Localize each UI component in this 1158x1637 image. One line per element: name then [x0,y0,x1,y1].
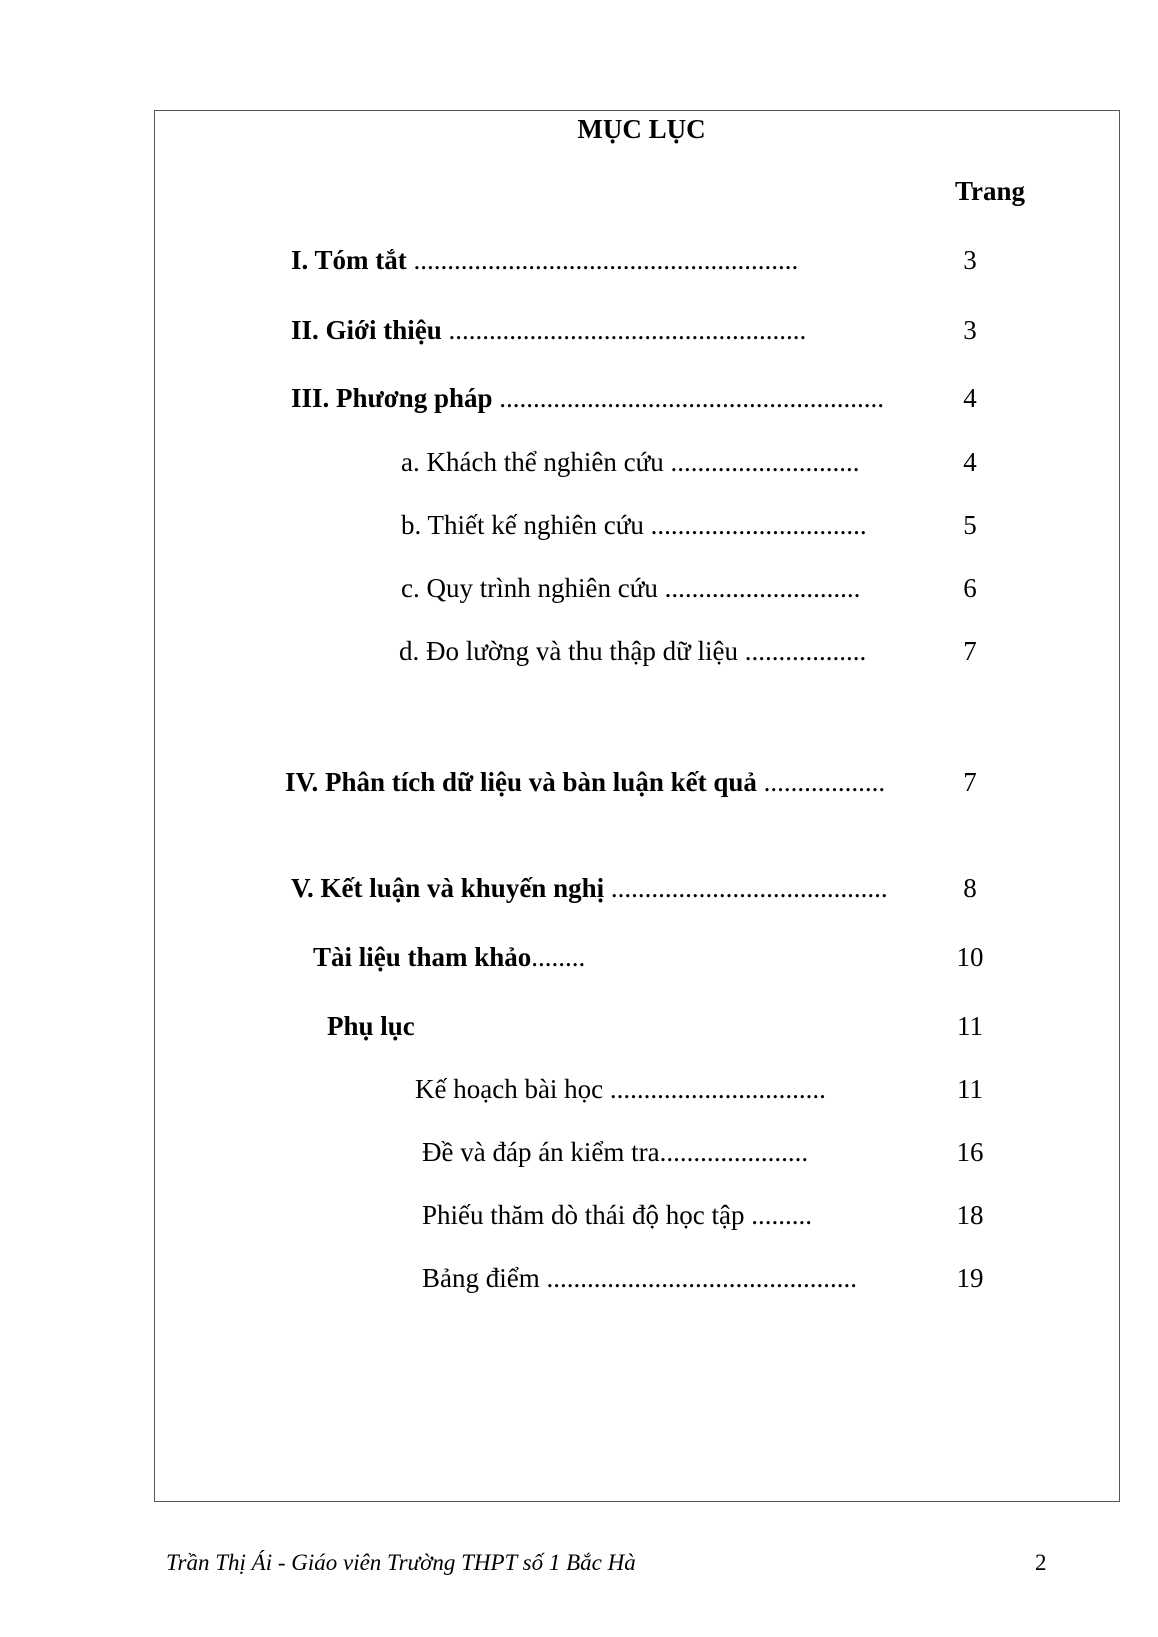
toc-entry-procedure[interactable] [401,571,860,605]
toc-entry-label: V. Kết luận và khuyến nghị [291,873,605,903]
toc-entry-analysis[interactable] [285,765,885,799]
toc-entry-conclusion[interactable] [291,871,888,905]
toc-entry-page: 11 [957,1074,983,1104]
toc-entry-label: I. Tóm tắt [291,245,407,275]
toc-entry-label: Bảng điểm [422,1263,540,1293]
toc-entry-page: 3 [963,315,977,345]
toc-entry-summary[interactable] [291,243,798,277]
toc-entry-design[interactable] [401,508,867,542]
toc-entry-page: 4 [963,383,977,413]
footer-author: Trần Thị Ái - Giáo viên Trường THPT số 1 Bắc Hà [166,1550,636,1575]
toc-entry-measurement[interactable] [399,634,866,668]
toc-entry-leader: .................. [738,636,867,666]
toc-entry-label: c. Quy trình nghiên cứu [401,573,658,603]
toc-entry-label: b. Thiết kế nghiên cứu [401,510,644,540]
toc-entry-page: 4 [963,447,977,477]
toc-entry-page: 6 [963,573,977,603]
toc-entry-label: III. Phương pháp [291,383,493,413]
toc-entry-attitude-survey[interactable] [422,1198,812,1232]
toc-entry-method[interactable] [291,381,884,415]
toc-entry-label: a. Khách thể nghiên cứu [401,447,664,477]
toc-entry-leader: ..................................................... [441,315,807,345]
toc-entry-score-table[interactable] [422,1261,857,1295]
toc-entry-page: 7 [963,636,977,666]
toc-entry-test-answers[interactable] [422,1135,808,1169]
toc-entry-page: 16 [956,1137,984,1167]
toc-entry-label: Phụ lục [327,1011,415,1041]
toc-entry-leader: .................. [756,767,886,797]
toc-entry-leader: ......... [744,1200,812,1230]
toc-entry-leader: ........ [531,942,586,972]
toc-entry-references[interactable] [313,940,585,974]
toc-entry-page: 18 [956,1200,984,1230]
toc-entry-label: Phiếu thăm dò thái độ học tập [422,1200,745,1230]
toc-entry-leader: ...................... [659,1137,809,1167]
toc-entry-label: Đề và đáp án kiểm tra [422,1137,660,1167]
toc-entry-page: 10 [956,942,984,972]
toc-entry-appendix[interactable] [327,1009,415,1043]
toc-entry-subjects[interactable] [401,445,860,479]
toc-entry-lesson-plan[interactable] [415,1072,826,1106]
toc-entry-leader: ......................................................... [492,383,884,413]
toc-entry-page: 8 [963,873,977,903]
toc-entry-label: Kế hoạch bài học [415,1074,604,1104]
footer-page-number: 2 [1035,1550,1047,1575]
toc-entry-leader: ............................ [663,447,860,477]
toc-entry-leader: ......................................................... [406,245,799,275]
toc-entry-page: 7 [963,767,977,797]
toc-entry-label: d. Đo lường và thu thập dữ liệu [399,636,739,666]
toc-entry-leader: .............................................. [539,1263,857,1293]
toc-title: MỤC LỤC [577,114,706,144]
toc-entry-page: 11 [957,1011,983,1041]
toc-entry-page: 3 [963,245,977,275]
toc-entry-leader: ................................ [643,510,867,540]
toc-entry-leader: ................................ [603,1074,826,1104]
toc-entry-label: IV. Phân tích dữ liệu và bàn luận kết quả [285,767,757,797]
toc-entry-page: 5 [963,510,977,540]
toc-entry-leader: ......................................... [604,873,888,903]
toc-entry-label: Tài liệu tham khảo [313,942,532,972]
toc-entry-page: 19 [956,1263,984,1293]
toc-entry-leader: ............................. [657,573,861,603]
toc-entry-label: II. Giới thiệu [291,315,442,345]
page-column-header: Trang [955,176,1026,206]
toc-entry-introduction[interactable] [291,313,806,347]
